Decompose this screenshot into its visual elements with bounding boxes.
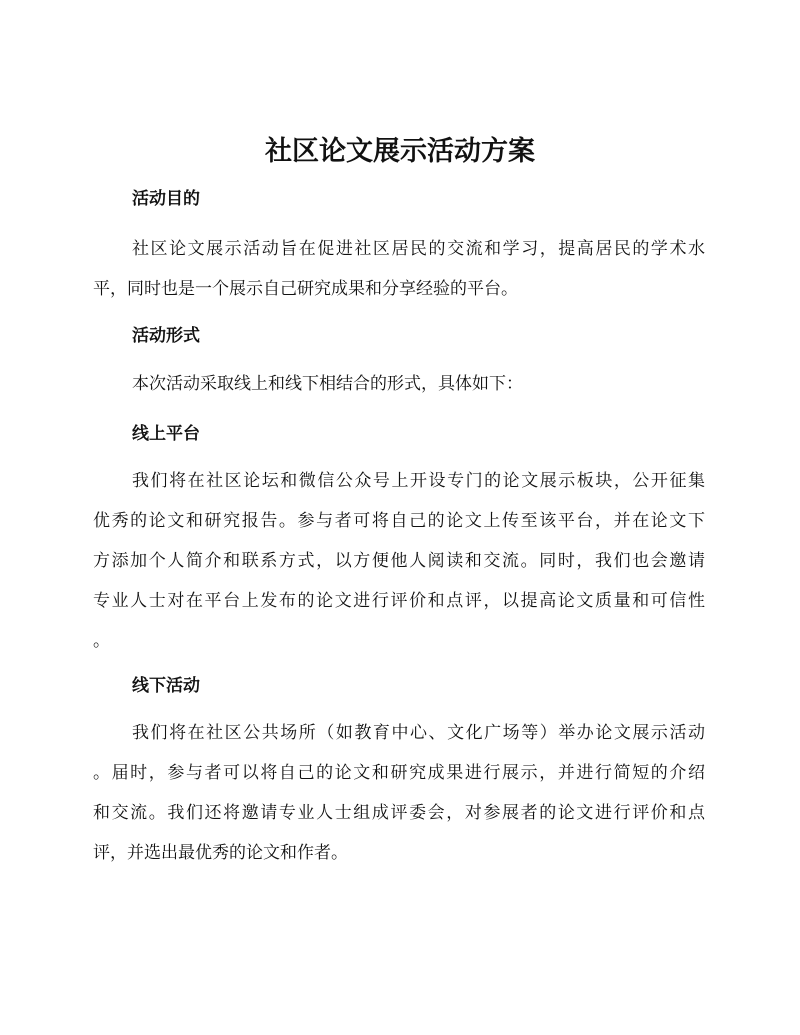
section-heading-format: 活动形式 — [132, 326, 200, 346]
paragraph-line: 评，并选出最优秀的论文和作者。 — [93, 843, 348, 863]
paragraph-line: 本次活动采取线上和线下相结合的形式，具体如下： — [132, 374, 523, 394]
paragraph-line: 专业人士对在平台上发布的论文进行评价和点评，以提高论文质量和可信性 — [93, 591, 705, 611]
paragraph-line: 我们将在社区论坛和微信公众号上开设专门的论文展示板块，公开征集 — [132, 471, 705, 491]
section-paragraph-online — [93, 461, 705, 661]
paragraph-line: 平，同时也是一个展示自己研究成果和分享经验的平台。 — [93, 279, 518, 299]
section-heading-purpose: 活动目的 — [132, 189, 200, 209]
section-heading-online: 线上平台 — [132, 424, 200, 444]
section-heading-offline: 线下活动 — [132, 676, 200, 696]
section-paragraph-purpose — [93, 229, 705, 309]
paragraph-line: 。 — [93, 631, 110, 651]
paragraph-line: 。届时，参与者可以将自己的论文和研究成果进行展示，并进行简短的介绍 — [93, 763, 705, 783]
paragraph-line: 我们将在社区公共场所（如教育中心、文化广场等）举办论文展示活动 — [132, 723, 705, 743]
paragraph-line: 和交流。我们还将邀请专业人士组成评委会，对参展者的论文进行评价和点 — [93, 803, 705, 823]
section-paragraph-offline — [93, 713, 705, 873]
document-title: 社区论文展示活动方案 — [265, 136, 535, 167]
paragraph-line: 方添加个人简介和联系方式，以方便他人阅读和交流。同时，我们也会邀请 — [93, 551, 705, 571]
paragraph-line: 优秀的论文和研究报告。参与者可将自己的论文上传至该平台，并在论文下 — [93, 511, 705, 531]
section-paragraph-format — [93, 364, 705, 404]
paragraph-line: 社区论文展示活动旨在促进社区居民的交流和学习，提高居民的学术水 — [132, 239, 705, 259]
